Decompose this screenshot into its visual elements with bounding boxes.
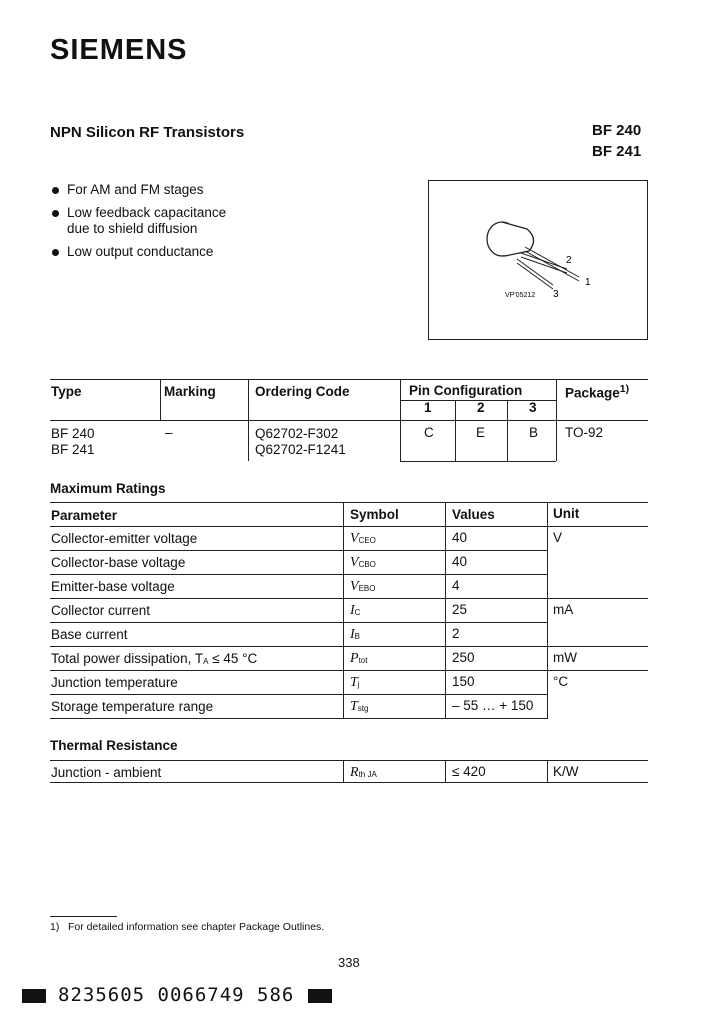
value-vcbo: 40 bbox=[452, 554, 468, 569]
param-junction-ambient: Junction - ambient bbox=[51, 765, 162, 780]
pin-3-base: B bbox=[529, 425, 539, 440]
figure-code: VP'05212 bbox=[505, 292, 536, 299]
pin-2-emitter: E bbox=[476, 425, 486, 440]
param-junction-temperature: Junction temperature bbox=[51, 675, 178, 690]
symbol-tstg: Tstg bbox=[350, 699, 369, 714]
col-header-symbol: Symbol bbox=[350, 507, 399, 522]
pin-label-1: 1 bbox=[585, 277, 591, 288]
symbol-rthja: Rth JA bbox=[350, 765, 377, 780]
col-header-parameter: Parameter bbox=[51, 508, 118, 523]
value-tstg: – 55 … + 150 bbox=[452, 698, 534, 713]
footnote-mark: 1) bbox=[50, 921, 60, 933]
page-number: 338 bbox=[338, 955, 360, 970]
param-collector-emitter-voltage: Collector-emitter voltage bbox=[51, 531, 198, 546]
col-header-type: Type bbox=[51, 384, 82, 399]
feature-item: Low output conductance bbox=[50, 244, 226, 260]
pin-label-2: 2 bbox=[566, 255, 572, 266]
symbol-tj: Tj bbox=[350, 675, 360, 690]
symbol-vcbo: VCBO bbox=[350, 555, 376, 570]
unit-kelvin-per-watt: K/W bbox=[553, 764, 579, 779]
page-title: NPN Silicon RF Transistors bbox=[50, 124, 245, 141]
value-tj: 150 bbox=[452, 674, 475, 689]
param-collector-base-voltage: Collector-base voltage bbox=[51, 555, 186, 570]
param-base-current: Base current bbox=[51, 627, 128, 642]
col-header-values: Values bbox=[452, 507, 495, 522]
param-emitter-base-voltage: Emitter-base voltage bbox=[51, 579, 175, 594]
value-ib: 2 bbox=[452, 626, 460, 641]
pin-number-1: 1 bbox=[424, 400, 432, 415]
type-bf241: BF 241 bbox=[51, 442, 95, 457]
unit-celsius: °C bbox=[553, 674, 569, 689]
barcode-block-right bbox=[308, 989, 332, 1003]
param-total-power-dissipation: Total power dissipation, TA ≤ 45 °C bbox=[51, 651, 258, 666]
feature-list bbox=[50, 182, 226, 267]
col-header-pin-configuration: Pin Configuration bbox=[409, 383, 523, 398]
col-header-package: Package$^{1)}$ bbox=[565, 383, 630, 401]
value-vceo: 40 bbox=[452, 530, 468, 545]
value-ic: 25 bbox=[452, 602, 468, 617]
col-header-unit: Unit bbox=[553, 506, 580, 521]
section-title-maximum-ratings: Maximum Ratings bbox=[50, 481, 166, 496]
param-storage-temperature-range: Storage temperature range bbox=[51, 699, 214, 714]
unit-volt: V bbox=[553, 530, 563, 545]
symbol-vebo: VEBO bbox=[350, 579, 376, 594]
barcode-number: 8235605 0066749 586 bbox=[58, 984, 295, 1006]
value-vebo: 4 bbox=[452, 578, 460, 593]
unit-milliwatt: mW bbox=[553, 650, 577, 665]
ordering-code-bf241: Q62702-F1241 bbox=[255, 442, 346, 457]
value-rthja: ≤ 420 bbox=[452, 764, 486, 779]
pin-label-3: 3 bbox=[553, 289, 559, 300]
part-number-bf240: BF 240 bbox=[592, 122, 642, 139]
feature-item: For AM and FM stages bbox=[50, 182, 226, 198]
symbol-ptot: Ptot bbox=[350, 651, 368, 666]
pin-1-collector: C bbox=[424, 425, 434, 440]
symbol-ib: IB bbox=[350, 627, 361, 642]
package-value: TO-92 bbox=[565, 425, 604, 440]
param-collector-current: Collector current bbox=[51, 603, 151, 618]
unit-milliamp: mA bbox=[553, 602, 574, 617]
to92-transistor-illustration bbox=[429, 181, 647, 339]
marking-value: – bbox=[165, 425, 173, 440]
footnote-text: For detailed information see chapter Package Outlines. bbox=[68, 921, 325, 933]
package-figure bbox=[428, 180, 648, 340]
pin-number-3: 3 bbox=[529, 400, 537, 415]
col-header-ordering-code: Ordering Code bbox=[255, 384, 350, 399]
pin-number-2: 2 bbox=[477, 400, 485, 415]
ordering-code-bf240: Q62702-F302 bbox=[255, 426, 339, 441]
symbol-ic: IC bbox=[350, 603, 361, 618]
col-header-marking: Marking bbox=[164, 384, 216, 399]
section-title-thermal-resistance: Thermal Resistance bbox=[50, 738, 178, 753]
value-ptot: 250 bbox=[452, 650, 475, 665]
siemens-logo: SIEMENS bbox=[50, 34, 188, 66]
type-bf240: BF 240 bbox=[51, 426, 95, 441]
feature-item: Low feedback capacitance due to shield diffusion bbox=[50, 205, 226, 237]
part-number-bf241: BF 241 bbox=[592, 143, 642, 160]
footnote-rule bbox=[50, 916, 117, 917]
barcode-block-left bbox=[22, 989, 46, 1003]
symbol-vceo: VCEO bbox=[350, 531, 376, 546]
